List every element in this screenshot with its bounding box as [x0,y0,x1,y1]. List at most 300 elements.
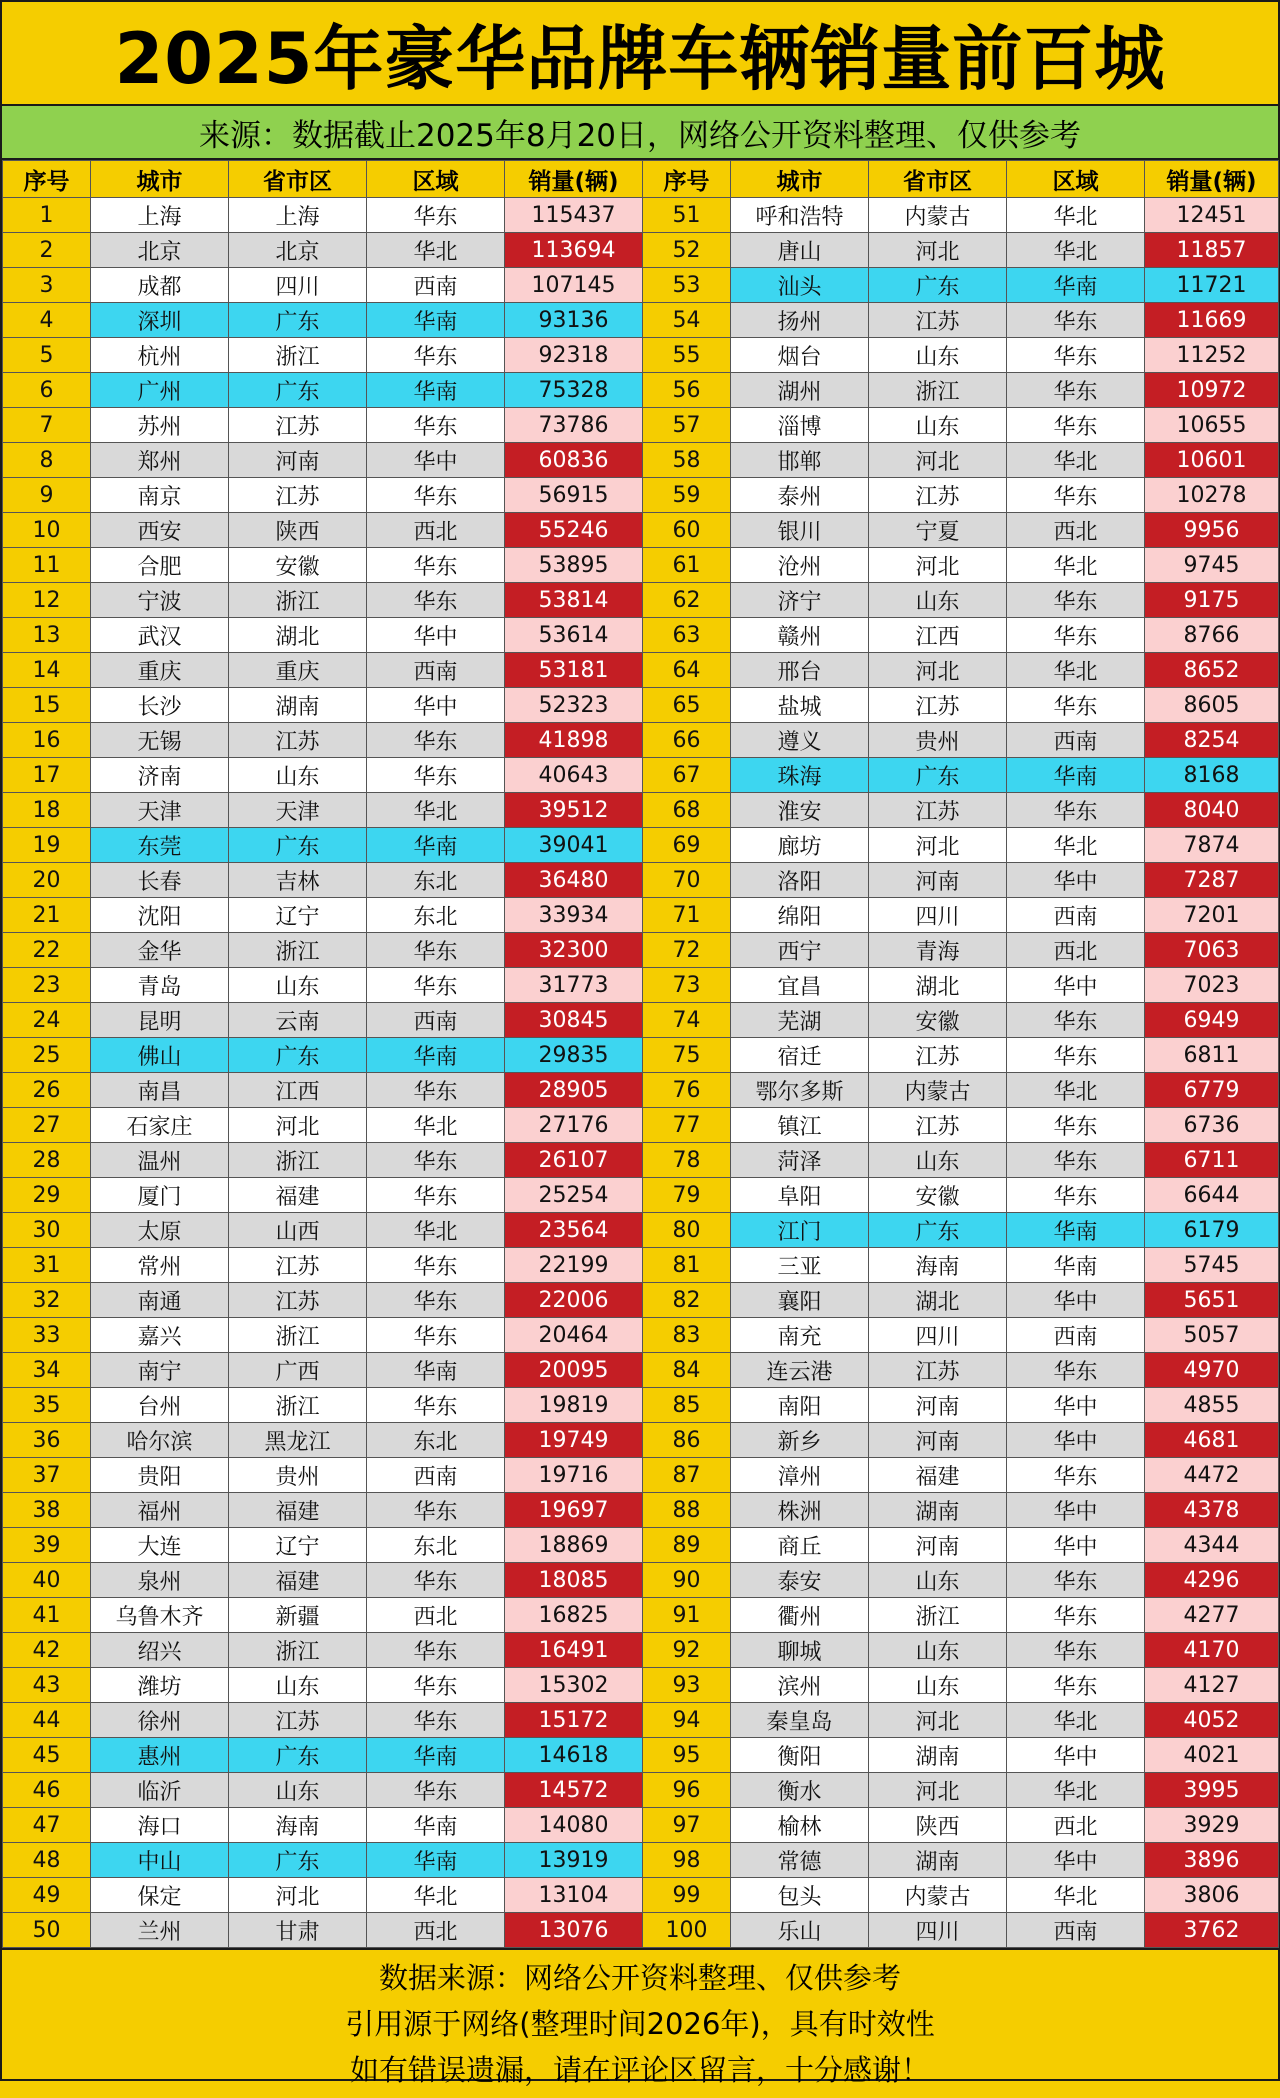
cell-sales-left: 18869 [505,1528,643,1563]
table-row [3,1108,1279,1143]
cell-region-right: 华中 [1007,968,1145,1003]
cell-rank-right: 87 [643,1458,731,1493]
cell-region-left: 华东 [367,968,505,1003]
cell-region-left: 西北 [367,513,505,548]
table-row [3,1843,1279,1878]
cell-rank-right: 58 [643,443,731,478]
cell-region-left: 华南 [367,303,505,338]
cell-region-right: 华中 [1007,1388,1145,1423]
cell-city-right: 江门 [731,1213,869,1248]
cell-city-left: 沈阳 [91,898,229,933]
cell-sales-right: 8605 [1145,688,1279,723]
cell-city-left: 中山 [91,1843,229,1878]
cell-rank-right: 91 [643,1598,731,1633]
cell-province-left: 广东 [229,303,367,338]
cell-province-left: 黑龙江 [229,1423,367,1458]
cell-sales-right: 11857 [1145,233,1279,268]
cell-city-right: 商丘 [731,1528,869,1563]
cell-region-left: 华东 [367,1248,505,1283]
cell-region-right: 华北 [1007,1703,1145,1738]
cell-rank-right: 71 [643,898,731,933]
cell-region-left: 西南 [367,1458,505,1493]
cell-province-right: 内蒙古 [869,1073,1007,1108]
cell-city-right: 洛阳 [731,863,869,898]
cell-region-right: 华东 [1007,303,1145,338]
cell-sales-right: 4052 [1145,1703,1279,1738]
cell-rank-right: 85 [643,1388,731,1423]
cell-province-left: 河北 [229,1878,367,1913]
cell-region-right: 华东 [1007,1458,1145,1493]
cell-sales-left: 53181 [505,653,643,688]
table-row [3,1178,1279,1213]
cell-sales-left: 14618 [505,1738,643,1773]
cell-rank-right: 99 [643,1878,731,1913]
cell-sales-right: 11669 [1145,303,1279,338]
cell-city-right: 泰州 [731,478,869,513]
cell-city-left: 南京 [91,478,229,513]
page-title: 2025年豪华品牌车辆销量前百城 [114,17,1166,100]
cell-region-left: 华东 [367,1283,505,1318]
cell-province-right: 四川 [869,898,1007,933]
cell-region-left: 华南 [367,1808,505,1843]
cell-region-left: 华东 [367,1143,505,1178]
cell-region-right: 华东 [1007,583,1145,618]
cell-region-left: 西南 [367,1003,505,1038]
cell-region-right: 华东 [1007,1633,1145,1668]
cell-city-left: 兰州 [91,1913,229,1948]
cell-rank-left: 37 [3,1458,91,1493]
cell-region-right: 西北 [1007,1808,1145,1843]
cell-sales-right: 9745 [1145,548,1279,583]
cell-province-left: 新疆 [229,1598,367,1633]
cell-rank-right: 78 [643,1143,731,1178]
cell-sales-right: 7874 [1145,828,1279,863]
cell-sales-right: 3806 [1145,1878,1279,1913]
cell-sales-left: 15172 [505,1703,643,1738]
cell-rank-right: 94 [643,1703,731,1738]
cell-rank-right: 75 [643,1038,731,1073]
cell-city-right: 阜阳 [731,1178,869,1213]
cell-city-right: 新乡 [731,1423,869,1458]
cell-rank-left: 22 [3,933,91,968]
cell-city-left: 长沙 [91,688,229,723]
cell-province-left: 河南 [229,443,367,478]
cell-rank-left: 31 [3,1248,91,1283]
cell-rank-left: 32 [3,1283,91,1318]
cell-province-left: 甘肃 [229,1913,367,1948]
cell-region-left: 东北 [367,1528,505,1563]
cell-rank-right: 88 [643,1493,731,1528]
cell-city-left: 重庆 [91,653,229,688]
cell-sales-left: 40643 [505,758,643,793]
cell-province-right: 贵州 [869,723,1007,758]
cell-sales-right: 8766 [1145,618,1279,653]
cell-city-left: 哈尔滨 [91,1423,229,1458]
cell-province-right: 山东 [869,1633,1007,1668]
cell-province-right: 湖南 [869,1843,1007,1878]
cell-province-left: 浙江 [229,583,367,618]
cell-region-left: 华北 [367,1878,505,1913]
table-row [3,653,1279,688]
cell-province-right: 安徽 [869,1003,1007,1038]
cell-region-right: 华中 [1007,1738,1145,1773]
cell-sales-right: 6811 [1145,1038,1279,1073]
cell-sales-left: 56915 [505,478,643,513]
cell-sales-left: 30845 [505,1003,643,1038]
footer-line: 如有错误遗漏，请在评论区留言，十分感谢！ [349,2053,930,2087]
cell-sales-left: 93136 [505,303,643,338]
cell-province-left: 山东 [229,1773,367,1808]
cell-province-right: 河南 [869,1423,1007,1458]
cell-province-right: 四川 [869,1913,1007,1948]
cell-rank-right: 55 [643,338,731,373]
cell-city-left: 太原 [91,1213,229,1248]
cell-region-left: 华南 [367,1038,505,1073]
cell-province-left: 广东 [229,1843,367,1878]
table-row [3,618,1279,653]
cell-region-left: 华东 [367,1703,505,1738]
cell-sales-right: 6644 [1145,1178,1279,1213]
cell-rank-right: 56 [643,373,731,408]
cell-rank-left: 50 [3,1913,91,1948]
cell-sales-left: 113694 [505,233,643,268]
cell-city-left: 深圳 [91,303,229,338]
cell-province-left: 辽宁 [229,1528,367,1563]
table-row [3,1248,1279,1283]
cell-sales-left: 19697 [505,1493,643,1528]
cell-rank-left: 28 [3,1143,91,1178]
cell-city-left: 长春 [91,863,229,898]
cell-rank-left: 27 [3,1108,91,1143]
cell-region-right: 华中 [1007,863,1145,898]
cell-rank-right: 53 [643,268,731,303]
cell-province-right: 湖南 [869,1738,1007,1773]
cell-region-left: 西南 [367,653,505,688]
cell-region-left: 华东 [367,1318,505,1353]
cell-province-left: 江苏 [229,478,367,513]
cell-rank-left: 5 [3,338,91,373]
cell-city-right: 呼和浩特 [731,198,869,233]
cell-sales-right: 8254 [1145,723,1279,758]
cell-region-left: 华东 [367,1073,505,1108]
cell-city-right: 邯郸 [731,443,869,478]
cell-region-right: 华中 [1007,1283,1145,1318]
cell-rank-right: 90 [643,1563,731,1598]
cell-rank-left: 13 [3,618,91,653]
cell-province-right: 浙江 [869,1598,1007,1633]
cell-province-right: 山东 [869,1668,1007,1703]
cell-region-left: 华北 [367,233,505,268]
cell-rank-left: 45 [3,1738,91,1773]
cell-city-right: 衡阳 [731,1738,869,1773]
cell-province-right: 江苏 [869,1108,1007,1143]
cell-rank-right: 84 [643,1353,731,1388]
cell-sales-right: 4970 [1145,1353,1279,1388]
cell-city-left: 乌鲁木齐 [91,1598,229,1633]
cell-region-right: 华东 [1007,1143,1145,1178]
cell-rank-right: 76 [643,1073,731,1108]
cell-rank-right: 98 [643,1843,731,1878]
cell-sales-right: 6179 [1145,1213,1279,1248]
table-row [3,1808,1279,1843]
cell-region-right: 华北 [1007,1073,1145,1108]
cell-city-left: 成都 [91,268,229,303]
cell-province-left: 江苏 [229,1283,367,1318]
cell-region-left: 华南 [367,373,505,408]
cell-province-left: 福建 [229,1493,367,1528]
cell-sales-left: 31773 [505,968,643,1003]
cell-city-left: 厦门 [91,1178,229,1213]
cell-city-left: 昆明 [91,1003,229,1038]
cell-city-right: 宿迁 [731,1038,869,1073]
cell-city-left: 南昌 [91,1073,229,1108]
cell-sales-right: 4681 [1145,1423,1279,1458]
table-row [3,828,1279,863]
cell-sales-right: 10655 [1145,408,1279,443]
table-row [3,1493,1279,1528]
cell-city-right: 扬州 [731,303,869,338]
cell-city-left: 天津 [91,793,229,828]
cell-province-left: 广东 [229,1738,367,1773]
cell-province-left: 浙江 [229,1318,367,1353]
cell-region-left: 华东 [367,408,505,443]
cell-rank-left: 36 [3,1423,91,1458]
cell-city-right: 菏泽 [731,1143,869,1178]
table-row [3,723,1279,758]
cell-sales-left: 16491 [505,1633,643,1668]
cell-sales-right: 3995 [1145,1773,1279,1808]
table-row [3,933,1279,968]
cell-city-right: 包头 [731,1878,869,1913]
cell-region-right: 西南 [1007,898,1145,933]
cell-rank-left: 6 [3,373,91,408]
cell-city-left: 上海 [91,198,229,233]
cell-sales-left: 32300 [505,933,643,968]
cell-region-right: 华北 [1007,548,1145,583]
cell-province-left: 河北 [229,1108,367,1143]
cell-region-right: 华北 [1007,1773,1145,1808]
cell-province-left: 山西 [229,1213,367,1248]
cell-province-left: 贵州 [229,1458,367,1493]
cell-sales-right: 4296 [1145,1563,1279,1598]
cell-city-left: 惠州 [91,1738,229,1773]
cell-sales-left: 19819 [505,1388,643,1423]
cell-province-left: 江西 [229,1073,367,1108]
cell-region-right: 华北 [1007,198,1145,233]
cell-city-right: 盐城 [731,688,869,723]
cell-city-right: 连云港 [731,1353,869,1388]
cell-rank-right: 72 [643,933,731,968]
table-row [3,1633,1279,1668]
footer-line: 数据来源：网络公开资料整理、仅供参考 [378,1961,901,1995]
cell-city-right: 廊坊 [731,828,869,863]
cell-rank-right: 61 [643,548,731,583]
cell-rank-left: 15 [3,688,91,723]
cell-rank-right: 51 [643,198,731,233]
cell-rank-right: 96 [643,1773,731,1808]
cell-region-left: 华东 [367,1633,505,1668]
cell-city-right: 绵阳 [731,898,869,933]
cell-province-right: 江苏 [869,793,1007,828]
table-row [3,1878,1279,1913]
table-row [3,1213,1279,1248]
cell-region-left: 华北 [367,1213,505,1248]
cell-province-left: 上海 [229,198,367,233]
cell-city-right: 赣州 [731,618,869,653]
cell-rank-left: 46 [3,1773,91,1808]
cell-region-left: 华东 [367,478,505,513]
cell-region-left: 华南 [367,1353,505,1388]
cell-region-left: 华东 [367,338,505,373]
cell-region-left: 东北 [367,898,505,933]
cell-region-right: 华东 [1007,1353,1145,1388]
cell-province-right: 广东 [869,758,1007,793]
cell-province-right: 山东 [869,1563,1007,1598]
cell-region-left: 华南 [367,828,505,863]
cell-rank-right: 67 [643,758,731,793]
cell-sales-left: 41898 [505,723,643,758]
header-city-left: 城市 [91,161,229,198]
cell-province-left: 广东 [229,1038,367,1073]
cell-city-right: 泰安 [731,1563,869,1598]
header-province-right: 省市区 [869,161,1007,198]
cell-city-left: 石家庄 [91,1108,229,1143]
cell-city-right: 滨州 [731,1668,869,1703]
cell-city-right: 南充 [731,1318,869,1353]
cell-sales-left: 19716 [505,1458,643,1493]
cell-sales-right: 9956 [1145,513,1279,548]
cell-province-left: 安徽 [229,548,367,583]
cell-province-left: 广西 [229,1353,367,1388]
table-row [3,268,1279,303]
cell-region-left: 西南 [367,268,505,303]
cell-city-right: 镇江 [731,1108,869,1143]
cell-sales-right: 3929 [1145,1808,1279,1843]
cell-sales-left: 36480 [505,863,643,898]
page-subtitle: 来源：数据截止2025年8月20日，网络公开资料整理、仅供参考 [2,104,1278,160]
cell-sales-right: 5057 [1145,1318,1279,1353]
header-rank-left: 序号 [3,161,91,198]
cell-city-right: 乐山 [731,1913,869,1948]
cell-province-left: 浙江 [229,1143,367,1178]
cell-region-right: 西南 [1007,723,1145,758]
cell-sales-right: 10278 [1145,478,1279,513]
cell-region-right: 华东 [1007,1178,1145,1213]
cell-rank-left: 7 [3,408,91,443]
cell-rank-left: 19 [3,828,91,863]
cell-sales-right: 8040 [1145,793,1279,828]
cell-rank-right: 86 [643,1423,731,1458]
cell-region-left: 华东 [367,1563,505,1598]
cell-rank-left: 1 [3,198,91,233]
table-row [3,1703,1279,1738]
cell-sales-right: 4127 [1145,1668,1279,1703]
cell-region-left: 华东 [367,758,505,793]
cell-city-right: 襄阳 [731,1283,869,1318]
cell-rank-left: 38 [3,1493,91,1528]
cell-rank-left: 47 [3,1808,91,1843]
cell-region-right: 华东 [1007,478,1145,513]
table-row [3,1038,1279,1073]
cell-city-right: 鄂尔多斯 [731,1073,869,1108]
cell-region-left: 华东 [367,548,505,583]
cell-province-left: 浙江 [229,1388,367,1423]
cell-province-right: 山东 [869,1143,1007,1178]
cell-rank-left: 3 [3,268,91,303]
cell-region-left: 东北 [367,1423,505,1458]
cell-city-left: 佛山 [91,1038,229,1073]
cell-city-left: 大连 [91,1528,229,1563]
table-row [3,478,1279,513]
cell-rank-right: 64 [643,653,731,688]
cell-province-left: 浙江 [229,338,367,373]
cell-sales-left: 20464 [505,1318,643,1353]
cell-city-right: 宜昌 [731,968,869,1003]
table-row [3,1668,1279,1703]
cell-rank-left: 10 [3,513,91,548]
cell-sales-right: 9175 [1145,583,1279,618]
cell-rank-right: 100 [643,1913,731,1948]
cell-rank-right: 80 [643,1213,731,1248]
cell-rank-left: 11 [3,548,91,583]
cell-province-left: 福建 [229,1178,367,1213]
cell-province-right: 山东 [869,583,1007,618]
table-row [3,373,1279,408]
cell-sales-left: 39512 [505,793,643,828]
cell-region-left: 华北 [367,793,505,828]
cell-rank-right: 68 [643,793,731,828]
cell-rank-right: 92 [643,1633,731,1668]
cell-province-left: 江苏 [229,408,367,443]
cell-sales-left: 75328 [505,373,643,408]
cell-rank-right: 65 [643,688,731,723]
cell-sales-left: 107145 [505,268,643,303]
cell-sales-left: 22199 [505,1248,643,1283]
cell-sales-right: 10972 [1145,373,1279,408]
cell-city-left: 台州 [91,1388,229,1423]
cell-region-right: 华东 [1007,1108,1145,1143]
cell-province-right: 广东 [869,1213,1007,1248]
cell-sales-right: 4378 [1145,1493,1279,1528]
cell-province-right: 江西 [869,618,1007,653]
cell-province-right: 浙江 [869,373,1007,408]
table-body [3,198,1279,1948]
cell-sales-left: 33934 [505,898,643,933]
cell-rank-left: 33 [3,1318,91,1353]
cell-rank-left: 14 [3,653,91,688]
header-region-right: 区域 [1007,161,1145,198]
cell-city-left: 海口 [91,1808,229,1843]
header-city-right: 城市 [731,161,869,198]
cell-city-left: 福州 [91,1493,229,1528]
cell-province-right: 河北 [869,1773,1007,1808]
cell-province-right: 青海 [869,933,1007,968]
cell-region-left: 华东 [367,1178,505,1213]
cell-sales-right: 4344 [1145,1528,1279,1563]
cell-province-left: 山东 [229,1668,367,1703]
cell-sales-left: 20095 [505,1353,643,1388]
cell-rank-left: 30 [3,1213,91,1248]
cell-province-left: 重庆 [229,653,367,688]
cell-sales-left: 18085 [505,1563,643,1598]
cell-rank-left: 4 [3,303,91,338]
cell-city-right: 淄博 [731,408,869,443]
cell-province-right: 江苏 [869,478,1007,513]
table-row [3,1738,1279,1773]
cell-rank-right: 95 [643,1738,731,1773]
cell-sales-left: 14572 [505,1773,643,1808]
cell-city-left: 贵阳 [91,1458,229,1493]
